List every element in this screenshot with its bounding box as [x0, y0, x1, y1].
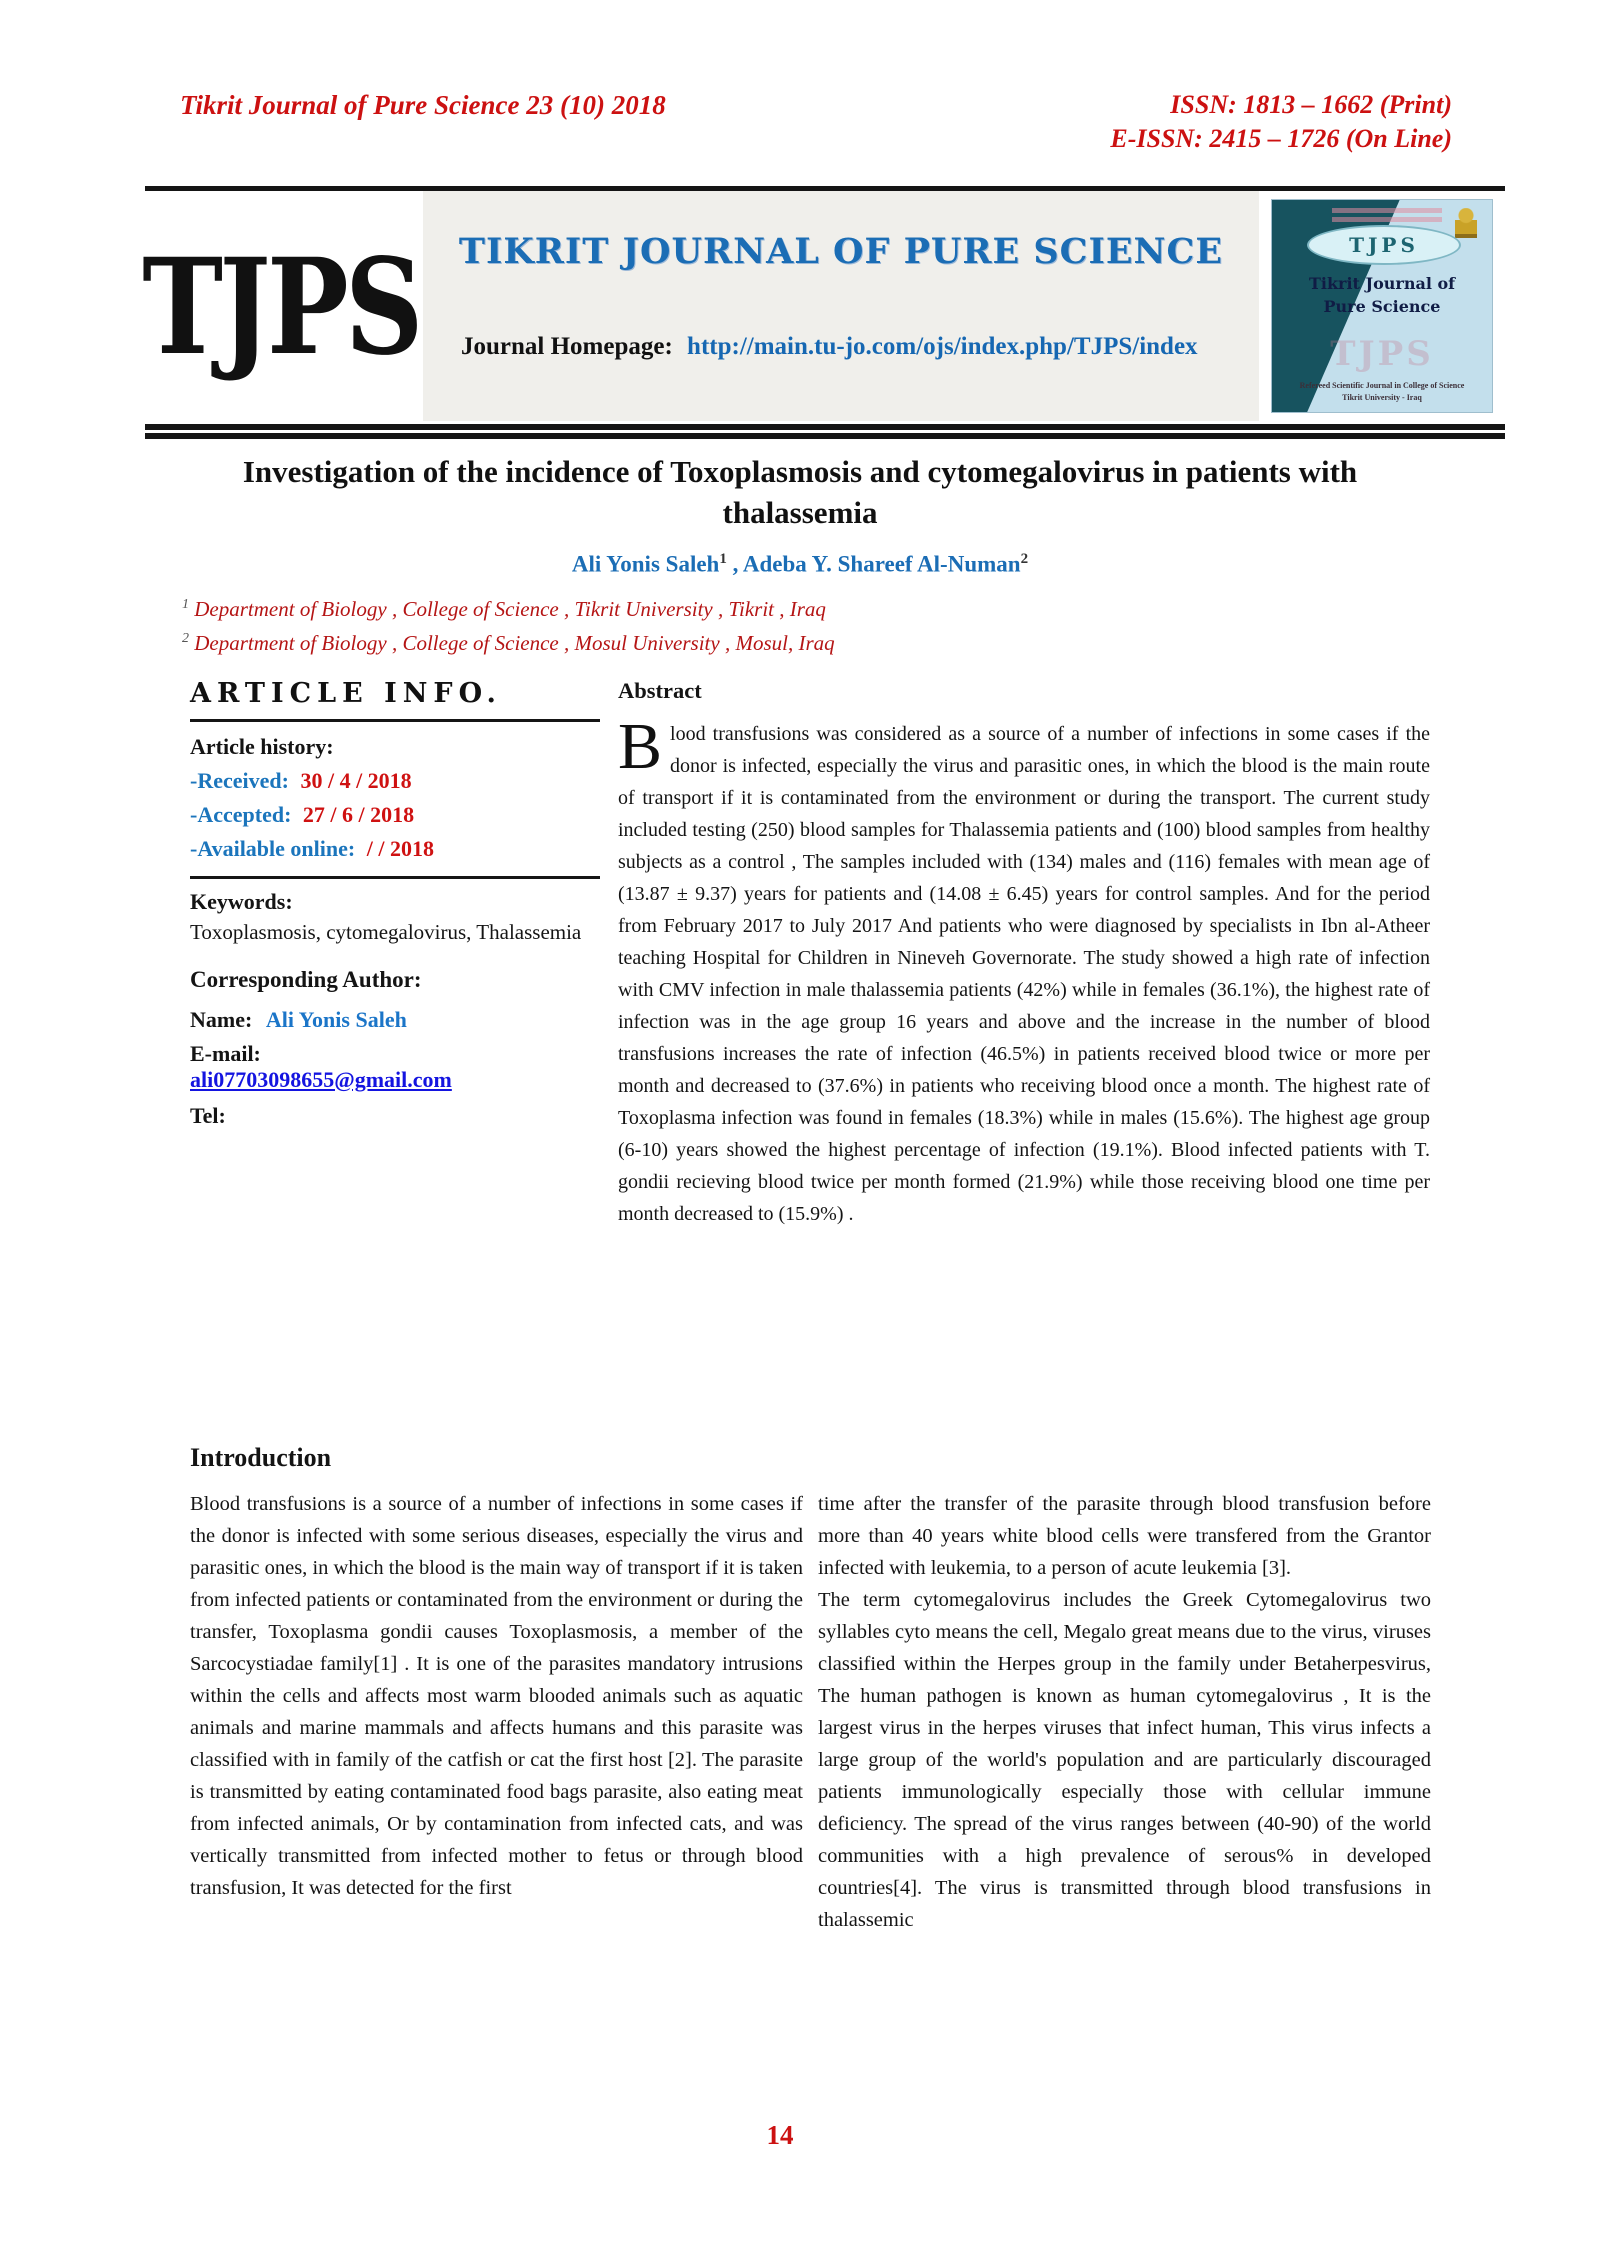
journal-title-banner: TIKRIT JOURNAL OF PURE SCIENCE — [458, 231, 1224, 272]
tjps-logo: TJPS — [142, 228, 420, 384]
available-online-line — [190, 836, 600, 862]
cover-footer-line1: Refereed Scientific Journal in College of Science — [1299, 380, 1465, 390]
available-online-label: -Available online: — [190, 836, 356, 861]
homepage-link[interactable]: http://main.tu-jo.com/ojs/index.php/TJPS/index — [687, 333, 1198, 360]
affiliation-2-sup: 2 — [182, 631, 189, 647]
article-history-block — [190, 734, 600, 879]
accepted-line — [190, 802, 600, 828]
received-label: -Received: — [190, 768, 289, 793]
affiliation-2-text: Department of Biology , College of Science , Mosul University , Mosul, Iraq — [189, 631, 835, 656]
tel-label: Tel: — [190, 1102, 226, 1128]
university-crest-icon — [1455, 208, 1477, 238]
cover-footer-line2: Tikrit University - Iraq — [1342, 392, 1422, 402]
keywords-label: Keywords: — [190, 889, 293, 914]
intro-column-left — [190, 1489, 803, 1905]
intro-column-right — [818, 1489, 1431, 1937]
introduction-heading: Introduction — [190, 1443, 332, 1472]
journal-header-line: Tikrit Journal of Pure Science 23 (10) 2018 — [180, 90, 666, 120]
journal-banner — [142, 186, 1505, 421]
intro-right-paragraph-1: time after the transfer of the parasite through blood transfusion before more than 40 years white blood cells were transfered from the Grantor infected with leukemia, to a person of acute leukemia [3]. — [818, 1493, 1431, 1579]
accepted-label: -Accepted: — [190, 802, 292, 827]
abstract-paragraph — [618, 710, 1430, 1230]
received-value: 30 / 4 / 2018 — [300, 768, 412, 793]
author-1-sup: 1 — [719, 551, 727, 567]
intro-left-paragraph: Blood transfusions is a source of a number of infections in some cases if the donor is infected with some serious diseases, especially the virus and parasitic ones, in which the blood is the main way of transport if it is taken from infected patients or contaminated from the environment or during the transfer, Toxoplasma gondii causes Toxoplasmosis, a member of the Sarcocystiadae family[1] . It is one of the parasites mandatory intrusions within the cells and affects most warm blooded animals such as aquatic animals and marine mammals and affects humans and this parasite was classified with in family of the catfish or cat the first host [2]. The parasite is transmitted by eating contaminated food bags parasite, also eating meat from infected animals, Or by contamination from infected cats, and was vertically transmitted from infected mother to fetus or through blood transfusion, It was detected for the first — [190, 1493, 803, 1899]
cover-footer — [1272, 380, 1492, 404]
available-online-value: / / 2018 — [366, 836, 434, 861]
affiliation-2 — [182, 626, 835, 660]
homepage-label: Journal Homepage: — [461, 333, 673, 360]
affiliation-1-text: Department of Biology , College of Science , Tikrit University , Tikrit , Iraq — [189, 597, 826, 621]
article-info-heading: ARTICLE INFO. — [190, 678, 600, 722]
name-label: Name: — [190, 1006, 253, 1032]
issn-block — [1110, 88, 1452, 157]
article-title: Investigation of the incidence of Toxoplasmosis and cytomegalovirus in patients with thalassemia — [242, 454, 1358, 530]
abstract-text: lood transfusions was considered as a source of a number of infections in some cases if the donor is infected, especially the virus and parasitic ones, in which the blood is the main route of transport if it is contaminated from the environment or during the transport. The current study included testing (250) blood samples for Thalassemia patients and (100) blood samples from healthy subjects as a control , The samples included with (134) males and (116) females with mean age of (13.87 ± 9.37) years for patients and (14.08 ± 6.45) years for control samples. And for the period from February 2017 to July 2017 And patients who were diagnosed by specialists in Ibn al-Atheer teaching Hospital for Children in Nineveh Governorate. The study showed a high rate of infection with CMV infection in male thalassemia patients (42%) while in females (36.1%), the highest rate of infection was in the age group 16 years and above and the increase in the number of blood transfusions increases the rate of infection (46.5%) in patients received blood twice or more per month and decreased to (37.6%) in patients who receiving blood once a month. The highest rate of Toxoplasma infection was found in females (18.3%) while in males (15.6%). The highest age group (6-10) years showed the highest percentage of infection (19.1%). Blood infected patients with T. gondii recieving blood twice per month formed (21.9%) while those receiving blood one time per month decreased to (15.9%) . — [618, 723, 1430, 1225]
email-link[interactable]: ali07703098655@gmail.com — [190, 1066, 452, 1092]
cover-title — [1272, 272, 1492, 318]
affiliation-1 — [182, 592, 835, 626]
abstract-section — [618, 678, 1430, 1230]
cover-oval-badge: TJPS — [1307, 225, 1461, 265]
keywords-text: Toxoplasmosis, cytomegalovirus, Thalassemia — [190, 920, 582, 944]
homepage-line — [461, 333, 1198, 361]
issn-print: ISSN: 1813 – 1662 (Print) — [1170, 90, 1452, 119]
journal-cover-thumbnail — [1271, 199, 1493, 413]
affiliations — [182, 592, 835, 660]
page-number: 14 — [766, 2120, 794, 2150]
author-2-sup: 2 — [1020, 551, 1029, 567]
abstract-dropcap: B — [618, 710, 663, 783]
author-2: Adeba Y. Shareef Al-Numan — [742, 551, 1021, 577]
accepted-value: 27 / 6 / 2018 — [302, 802, 415, 827]
name-value: Ali Yonis Saleh — [265, 1006, 407, 1032]
cover-title-line2: Pure Science — [1323, 297, 1441, 317]
banner-middle — [423, 191, 1259, 421]
authors-line — [0, 551, 1600, 578]
author-1: Ali Yonis Saleh — [571, 551, 720, 577]
issn-online: E-ISSN: 2415 – 1726 (On Line) — [1110, 124, 1452, 154]
corresponding-author-label: Corresponding Author: — [190, 966, 422, 992]
separator-double-rule — [145, 424, 1505, 439]
authors-separator: , — [726, 551, 743, 577]
cover-title-line1: Tikrit Journal of — [1308, 274, 1456, 294]
cover-watermark: TJPS — [1330, 333, 1434, 374]
abstract-heading: Abstract — [618, 678, 702, 703]
email-label: E-mail: — [190, 1040, 261, 1066]
affiliation-1-sup: 1 — [182, 597, 189, 612]
cover-issn-lines — [1332, 208, 1442, 224]
corresponding-name-line — [190, 1007, 600, 1033]
article-info-panel — [190, 678, 600, 1129]
received-line — [190, 768, 600, 794]
article-history-label: Article history: — [190, 734, 334, 759]
intro-right-paragraph-2: The term cytomegalovirus includes the Greek Cytomegalovirus two syllables cyto means the cell, Megalo great means due to the virus, viruses classified within the Herpes group in the family under Betaherpesvirus, The human pathogen is known as human cytomegalovirus , It is the largest virus in the herpes viruses that infect human, This virus infects a large group of the world's population and are particularly discouraged patients immunologically especially those with cellular immune deficiency. The spread of the virus ranges between (40-90) of the world communities with a high prevalence of serous% in developed countries[4]. The virus is transmitted through blood transfusions in thalassemic — [818, 1588, 1431, 1931]
